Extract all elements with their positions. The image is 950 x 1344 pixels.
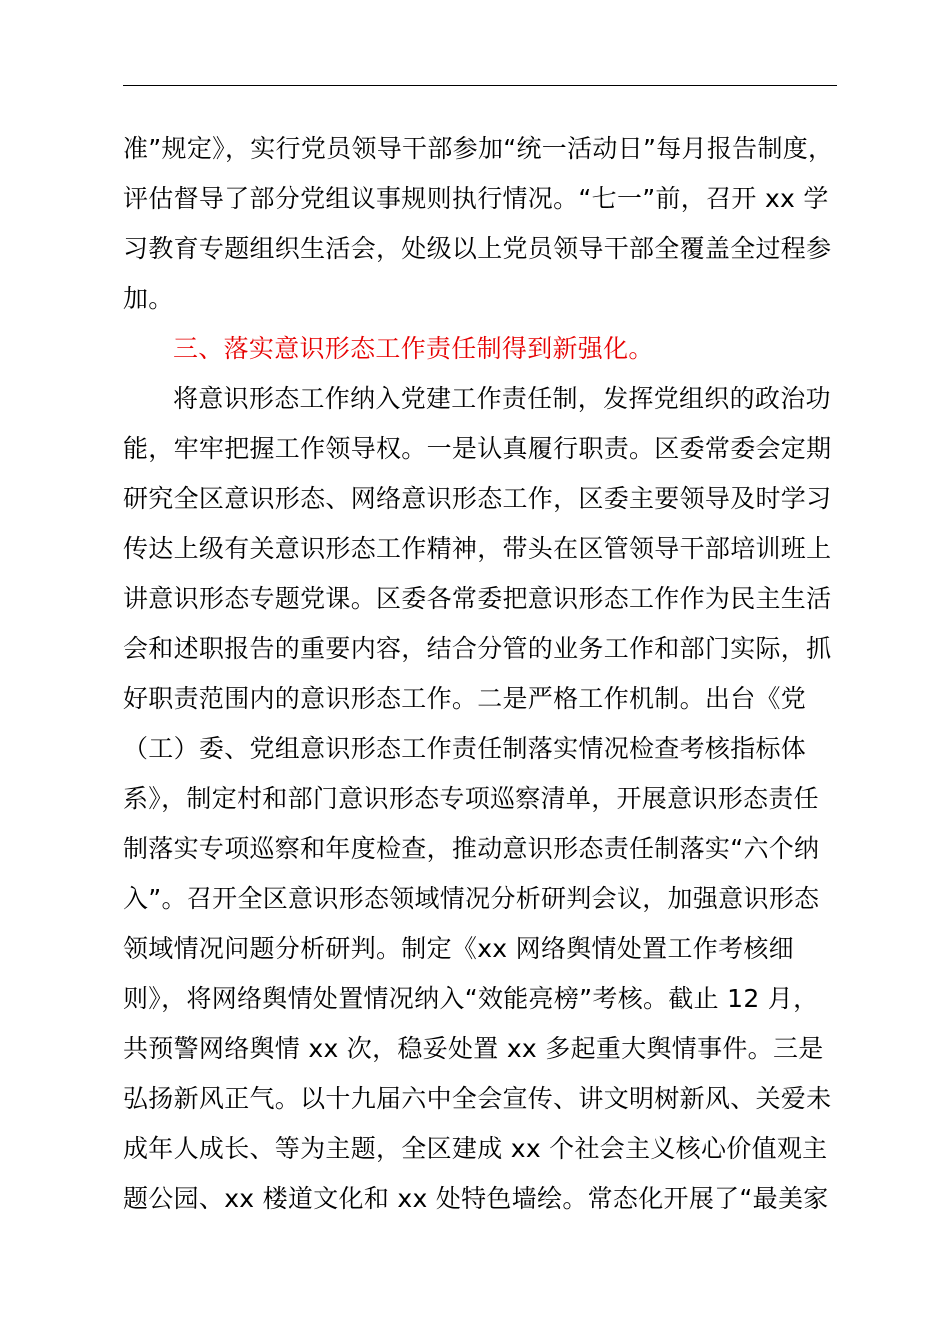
section-3-line: 弘扬新风正气。以十九届六中全会宣传、讲文明树新风、关爱未 [123, 1084, 832, 1113]
section-3-line: 会和述职报告的重要内容，结合分管的业务工作和部门实际，抓 [123, 634, 832, 663]
section-3-line: （工）委、党组意识形态工作责任制落实情况检查考核指标体 [123, 734, 807, 763]
section-3-line: 讲意识形态专题党课。区委各常委把意识形态工作作为民主生活 [123, 584, 832, 613]
header-rule [123, 85, 837, 86]
section-3-line: 系》，制定村和部门意识形态专项巡察清单，开展意识形态责任 [123, 784, 819, 813]
section-3-line: 成年人成长、等为主题，全区建成 xx 个社会主义核心价值观主 [123, 1134, 828, 1163]
section-3-line: 能，牢牢把握工作领导权。一是认真履行职责。区委常委会定期 [123, 434, 832, 463]
section-3-line: 好职责范围内的意识形态工作。二是严格工作机制。出台《党 [123, 684, 807, 713]
section-3-heading: 三、落实意识形态工作责任制得到新强化。 [173, 334, 654, 363]
paragraph-1-line: 加。 [123, 284, 174, 313]
section-3-line: 题公园、xx 楼道文化和 xx 处特色墙绘。常态化开展了“最美家 [123, 1184, 829, 1213]
section-3-line: 则》，将网络舆情处置情况纳入“效能亮榜”考核。截止 12 月， [123, 984, 819, 1013]
section-3-line: 将意识形态工作纳入党建工作责任制，发挥党组织的政治功 [173, 384, 831, 413]
paragraph-1-line: 准”规定》，实行党员领导干部参加“统一活动日”每月报告制度， [123, 134, 834, 163]
section-3-line: 传达上级有关意识形态工作精神，带头在区管领导干部培训班上 [123, 534, 832, 563]
section-3-line: 制落实专项巡察和年度检查，推动意识形态责任制落实“六个纳 [123, 834, 820, 863]
section-3-line: 研究全区意识形态、网络意识形态工作，区委主要领导及时学习 [123, 484, 832, 513]
section-3-line: 共预警网络舆情 xx 次，稳妥处置 xx 多起重大舆情事件。三是 [123, 1034, 824, 1063]
section-3-line: 入”。召开全区意识形态领域情况分析研判会议，加强意识形态 [123, 884, 820, 913]
paragraph-1-line: 习教育专题组织生活会，处级以上党员领导干部全覆盖全过程参 [123, 234, 832, 263]
paragraph-1-line: 评估督导了部分党组议事规则执行情况。“七一”前，召开 xx 学 [123, 184, 829, 213]
section-3-line: 领域情况问题分析研判。制定《xx 网络舆情处置工作考核细 [123, 934, 794, 963]
